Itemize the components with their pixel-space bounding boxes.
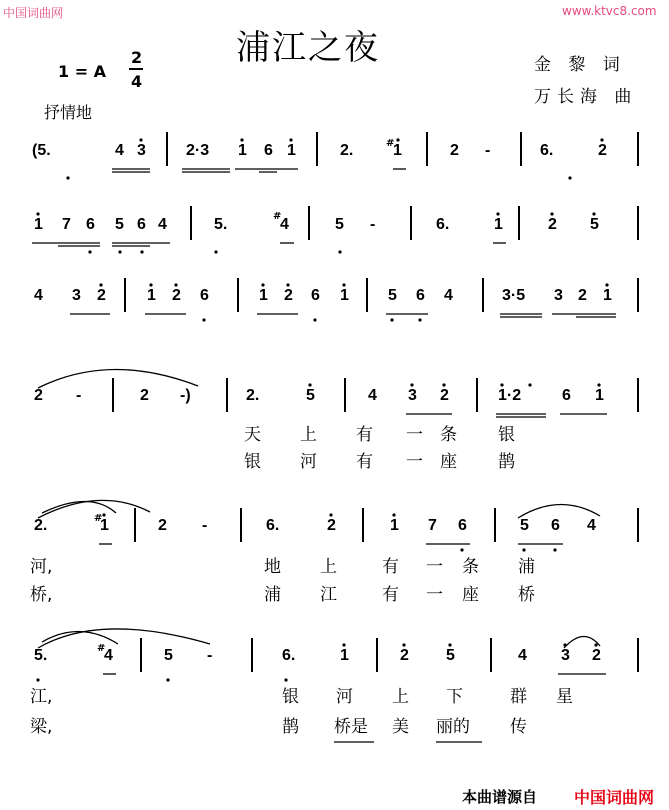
note: 4: [587, 517, 596, 534]
slur: [38, 629, 210, 648]
note: 6.: [282, 647, 296, 664]
note: 4: [104, 647, 113, 664]
note: 2.: [34, 517, 48, 534]
note: 3: [72, 287, 81, 304]
note: 5: [306, 387, 315, 404]
lyric-char: 江: [320, 585, 337, 605]
note: 6: [200, 287, 209, 304]
lyric-char: 有: [382, 585, 399, 605]
note: 6: [311, 287, 320, 304]
note: 5: [590, 216, 599, 233]
slur: [518, 504, 600, 518]
note: 2: [578, 287, 587, 304]
note: 5.: [214, 216, 228, 233]
lyric-char: 美: [392, 717, 409, 737]
lyric-char: 鹊: [282, 717, 299, 737]
note: 7: [428, 517, 437, 534]
note: 2: [450, 142, 459, 159]
note: 2: [548, 216, 557, 233]
lyric-char: 江,: [30, 687, 53, 707]
note: 6.: [540, 142, 554, 159]
note: 6.: [436, 216, 450, 233]
lyric-char: 银: [244, 452, 261, 472]
lyric-char: 下: [446, 687, 463, 707]
note: -: [207, 647, 213, 664]
note: 2: [327, 517, 336, 534]
note: 4: [158, 216, 167, 233]
note: -: [76, 387, 82, 404]
lyric-char: 传: [510, 717, 527, 737]
lyric-char: 条: [462, 557, 479, 577]
sharp-sign: #: [94, 513, 103, 524]
sharp-sign: #: [97, 643, 106, 654]
note: -: [202, 517, 208, 534]
note: 5.: [34, 647, 48, 664]
note: 2: [158, 517, 167, 534]
note: 6.: [266, 517, 280, 534]
song-title: 浦江之夜: [236, 28, 380, 68]
note: 5: [388, 287, 397, 304]
note: 4: [115, 142, 124, 159]
note: 5: [520, 517, 529, 534]
note: 6: [551, 517, 560, 534]
watermark-left: 中国词曲网: [3, 6, 64, 20]
note: 5: [335, 216, 344, 233]
lyric-char: 丽的: [436, 717, 470, 737]
note: 5: [164, 647, 173, 664]
note: 1: [390, 517, 399, 534]
lyric-char: 天: [244, 425, 261, 445]
slur: [42, 631, 118, 644]
lyric-char: 群: [510, 687, 527, 707]
note: 2: [34, 387, 43, 404]
note: 1: [238, 142, 247, 159]
lyric-char: 银: [282, 687, 299, 707]
note: 2·3: [186, 142, 210, 159]
lyric-char: 银: [498, 425, 515, 445]
sharp-sign: #: [273, 211, 282, 222]
lyric-char: 有: [382, 557, 399, 577]
note: -: [485, 142, 491, 159]
note: 1: [595, 387, 604, 404]
lyric-char: 地: [264, 557, 281, 577]
lyric-char: 一: [426, 585, 443, 605]
note: 6: [458, 517, 467, 534]
note: 4: [368, 387, 377, 404]
lyric-char: 座: [440, 452, 457, 472]
note: 3: [137, 142, 146, 159]
lyric-char: 上: [320, 557, 337, 577]
note: 2: [97, 287, 106, 304]
note: 6: [86, 216, 95, 233]
note: 1: [340, 647, 349, 664]
lyric-char: 有: [356, 425, 373, 445]
composer-credit: 万长海 曲: [534, 87, 638, 107]
note: 1: [287, 142, 296, 159]
lyric-char: 座: [462, 585, 479, 605]
slur: [564, 636, 600, 648]
note: (5.: [32, 142, 51, 159]
lyric-char: 上: [300, 425, 317, 445]
note: -: [370, 216, 376, 233]
lyric-char: 条: [440, 425, 457, 445]
lyric-char: 浦: [264, 585, 281, 605]
lyric-char: 浦: [518, 557, 535, 577]
note: 1: [494, 216, 503, 233]
footer-site-name[interactable]: 中国词曲网: [574, 788, 655, 807]
lyric-char: 一: [406, 425, 423, 445]
note: 1: [393, 142, 402, 159]
note: 2: [172, 287, 181, 304]
note: 2.: [340, 142, 354, 159]
note: 6: [562, 387, 571, 404]
note: 1: [100, 517, 109, 534]
lyric-char: 一: [406, 452, 423, 472]
note: 4: [280, 216, 289, 233]
slur: [38, 369, 198, 388]
note: -): [180, 387, 191, 404]
note: 4: [444, 287, 453, 304]
time-signature-top: 2: [131, 48, 143, 67]
lyric-char: 河,: [30, 557, 53, 577]
time-signature-bottom: 4: [131, 72, 143, 91]
lyric-char: 上: [392, 687, 409, 707]
note: 7: [62, 216, 71, 233]
note: 2: [598, 142, 607, 159]
note: 3: [561, 647, 570, 664]
note: 2: [440, 387, 449, 404]
note: 5: [115, 216, 124, 233]
note: 1: [34, 216, 43, 233]
key-signature: 1 = A: [58, 62, 107, 81]
note: 3·5: [502, 287, 526, 304]
lyric-char: 河: [300, 452, 317, 472]
watermark-right: www.ktvc8.com: [562, 4, 657, 18]
sharp-sign: #: [386, 138, 395, 149]
lyric-char: 鹊: [498, 452, 515, 472]
lyric-char: 星: [556, 687, 573, 707]
note: 2: [400, 647, 409, 664]
note: 2: [592, 647, 601, 664]
note: 4: [34, 287, 43, 304]
footer-source-label: 本曲谱源自: [462, 788, 538, 806]
note: 1: [340, 287, 349, 304]
lyric-char: 桥是: [334, 717, 368, 737]
note: 3: [554, 287, 563, 304]
lyric-char: 一: [426, 557, 443, 577]
note: 5: [446, 647, 455, 664]
note: 1: [603, 287, 612, 304]
expression-mark: 抒情地: [44, 103, 93, 122]
note: 6: [416, 287, 425, 304]
note: 1: [147, 287, 156, 304]
note: 6: [264, 142, 273, 159]
note: 3: [408, 387, 417, 404]
lyric-char: 桥: [518, 585, 535, 605]
lyric-char: 有: [356, 452, 373, 472]
lyric-char: 桥,: [30, 585, 53, 605]
note: 2: [140, 387, 149, 404]
note: 4: [518, 647, 527, 664]
lyric-char: 河: [336, 687, 353, 707]
note: 2.: [246, 387, 260, 404]
lyricist-credit: 金 黎 词: [534, 55, 626, 75]
lyric-char: 梁,: [30, 717, 53, 737]
note: 1·2: [498, 387, 522, 404]
note: 2: [284, 287, 293, 304]
note: 6: [137, 216, 146, 233]
note: 1: [259, 287, 268, 304]
